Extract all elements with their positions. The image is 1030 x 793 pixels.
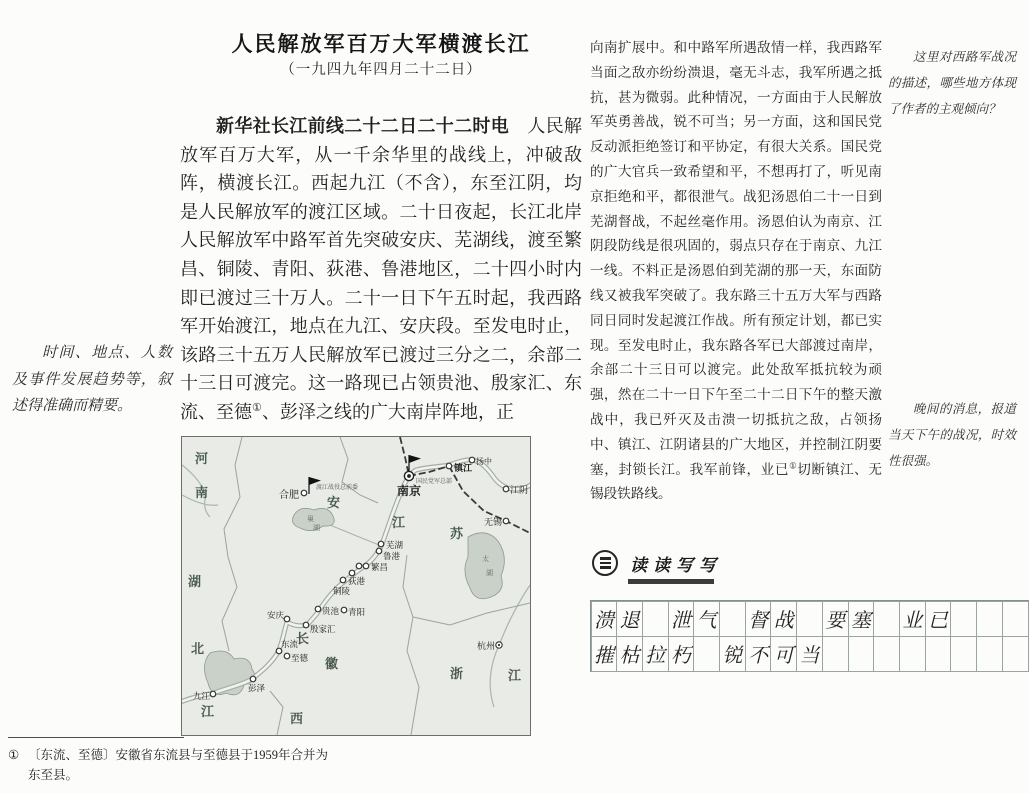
province-border [222,437,242,651]
footnote-ref-2: ① [789,460,798,471]
city-label: 至德 [291,653,309,663]
city-dot [250,676,256,682]
city-label: 江阴 [510,485,529,495]
vocab-cell [950,636,977,672]
vocab-cell: 溃 [591,601,618,637]
vocab-cell: 已 [925,601,952,637]
yangtze-crossing-map [181,436,531,736]
city-label: 芜湖 [386,540,404,550]
vocab-cell: 拉 [642,636,669,672]
city-label: 东流 [281,639,299,649]
vocab-cell: 塞 [848,601,875,637]
vocab-cell [873,636,900,672]
body-right-text: 向南扩展中。和中路军所遇敌情一样，我西路军当面之敌亦纷纷溃退，毫无斗志，我军所遇之抵抗，甚为微弱。此种情况，一方面由于人民解放军英勇善战，锐不可当；另一方面，这和国民党反动派拒绝签订和平协定，有很大关系。国民党的广大官兵一致希望和平，不想再打了，听见南京拒绝和平，都很泄气。战犯汤恩伯二十一日到芜湖督战，不起丝毫作用。汤恩伯认为南京、江阴段防线是很巩固的，弱点只存在于南京、九江一线。不料正是汤恩伯到芜湖的那一天，东面防线又被我军突破了。我东路三十五万大军与西路同日同时发起渡江作战。所有预定计划，都已实现。至发电时止，我东路各军已大部渡过南岸，余部二十三日可以渡完。此处敌军抵抗较为顽强，然在二十一日下午至二十二日下午的整天激战中，我已歼灭及击溃一切抵抗之敌，占领扬中、镇江、江阴诸县的广大地区，并控制江阴要塞，封锁长江。我军前锋，业已 [590,40,882,477]
vocab-cell: 摧 [591,636,618,672]
city-label: 鲁港 [383,551,401,561]
province-label: 北 [191,641,205,656]
city-dot [469,457,475,463]
city-label: 扬中 [476,457,492,466]
city-label: 九江 [192,691,210,701]
margin-note-right-bottom-text: 晚间的消息，报道当天下午的战况，时效性很强。 [888,402,1016,468]
margin-note-right-top [888,44,1016,122]
flag-icon [409,455,421,463]
vocab-cell [976,636,1003,672]
city-label: 繁昌 [371,562,389,572]
vocab-cell [1002,601,1029,637]
city-dot [210,691,216,697]
tai-lake [465,533,504,599]
margin-note-right-bottom [888,396,1016,474]
vocab-cell [822,636,849,672]
city-label: 合肥 [279,490,299,501]
vocab-cell: 当 [796,636,823,672]
vocab-cell: 战 [770,601,797,637]
footnote-text: 〔东流、至德〕安徽省东流县与至德县于1959年合并为东至县。 [28,748,329,782]
province-label: 苏 [450,526,464,541]
vocab-cell [796,601,823,637]
city-dot [376,548,382,554]
city-dot [303,622,309,628]
lake-label: 巢 [307,516,314,523]
margin-note-left [12,340,172,420]
city-dot-capital-center [407,474,411,478]
vocab-cell [925,636,952,672]
vocab-cell [848,636,875,672]
list-circle-icon [592,550,618,576]
province-label: 江 [508,668,522,683]
province-border [340,437,378,503]
city-label: 无锡 [483,517,502,527]
article-date: （一九四九年四月二十二日） [280,62,482,78]
vocab-cell: 朽 [668,636,695,672]
vocab-cell: 业 [899,601,926,637]
map-svg [182,437,530,735]
city-label: 彭泽 [248,683,266,693]
footnote-ref-1: ① [252,401,263,414]
vocab-cell [693,636,720,672]
vocab-cell: 锐 [719,636,746,672]
province-label: 江 [392,515,406,530]
city-dot [503,486,509,492]
province-label: 南 [195,485,209,500]
vocab-cell: 枯 [616,636,643,672]
body-left-text: 人民解放军百万大军，从一千余华里的战线上，冲破敌阵，横渡长江。西起九江（不含），东至江阴，均是人民解放军的渡江区域。二十日夜起，长江北岸人民解放军中路军首先突破安庆、芜湖线，渡至繁昌、铜陵、青阳、荻港、鲁港地区，二十四小时内即已渡过三十万人。二十一日下午五时起，我西路军开始渡江，地点在九江、安庆段。至发电时止，该路三十五万人民解放军已渡过三分之二，余部二十三日可渡完。这一路现已占领贵池、殷家汇、东流、至德 [180,116,583,422]
lake-label: 太 [482,556,489,563]
flag-icon [309,477,321,485]
city-dot [356,563,362,569]
flag-label: 渡江战役总前委 [316,485,359,491]
city-label: 青阳 [348,607,366,617]
vocab-cell: 要 [822,601,849,637]
article-body-left [180,112,582,427]
province-label: 安 [327,495,341,510]
province-label: 长 [296,631,310,646]
city-dot [378,541,384,547]
dateline-lead: 新华社长江前线二十二日二十二时电 [216,116,510,136]
city-dot [301,490,307,496]
vocab-cell [1002,636,1029,672]
reading-section-title: 读读写写 [630,555,722,575]
province-label: 西 [290,711,304,726]
lake-label: 湖 [486,570,493,577]
vocab-cell: 气 [693,601,720,637]
article-title: 人民解放军百万大军横渡长江 [231,32,531,56]
vocab-cell [899,636,926,672]
flag-label: 国民党军总部 [416,479,453,485]
province-label: 江 [201,704,215,719]
province-border [403,555,419,735]
footnote-marker: ① [8,748,20,762]
city-label: 杭州 [476,641,495,651]
margin-note-right-top-text: 这里对西路军战况的描述，哪些地方体现了作者的主观倾向？ [888,50,1016,116]
body-left-text-end: 、彭泽之线的广大南岸阵地，正 [262,401,515,422]
province-label: 湖 [188,574,202,589]
reading-section-header [592,548,722,578]
vocab-cell: 不 [745,636,772,672]
city-label: 南京 [397,484,422,498]
vocab-cell [950,601,977,637]
city-label: 贵池 [322,606,340,616]
stream [330,525,379,545]
city-label: 安庆 [266,610,284,620]
province-label: 河 [195,451,209,466]
province-label: 徽 [325,656,339,671]
city-dot [446,463,452,469]
city-dot [503,518,509,524]
province-label: 浙 [450,666,464,681]
vocab-cell [719,601,746,637]
city-label: 荻港 [348,576,366,586]
vocab-cell [976,601,1003,637]
lake-label: 湖 [313,525,320,532]
article-body-right [590,36,882,507]
city-dot [349,570,355,576]
vocab-cell: 泄 [668,601,695,637]
body-right-text-end: 切断镇江、无锡段铁路线。 [590,461,882,502]
city-dot [284,653,290,659]
city-dot [315,606,321,612]
city-dot [340,577,346,583]
reading-section-underline [628,579,714,584]
city-dot-center [498,644,500,646]
vocab-cell: 可 [770,636,797,672]
vocab-cell [873,601,900,637]
railway-jinpu [400,437,409,476]
city-dot [276,648,282,654]
city-label: 镇江 [454,463,473,473]
margin-note-left-text: 时间、地点、人数及事件发展趋势等，叙述得准确而精要。 [12,345,172,414]
footnote [8,745,328,785]
footnote-divider [8,737,184,738]
city-dot [363,563,369,569]
city-label: 铜陵 [333,586,351,596]
province-border [270,691,283,735]
city-dot [284,616,290,622]
city-dot [341,607,347,613]
vocab-cell [642,601,669,637]
city-label: 殷家汇 [310,624,336,634]
vocab-cell: 督 [745,601,772,637]
vocab-grid [590,600,1029,672]
vocab-cell: 退 [616,601,643,637]
